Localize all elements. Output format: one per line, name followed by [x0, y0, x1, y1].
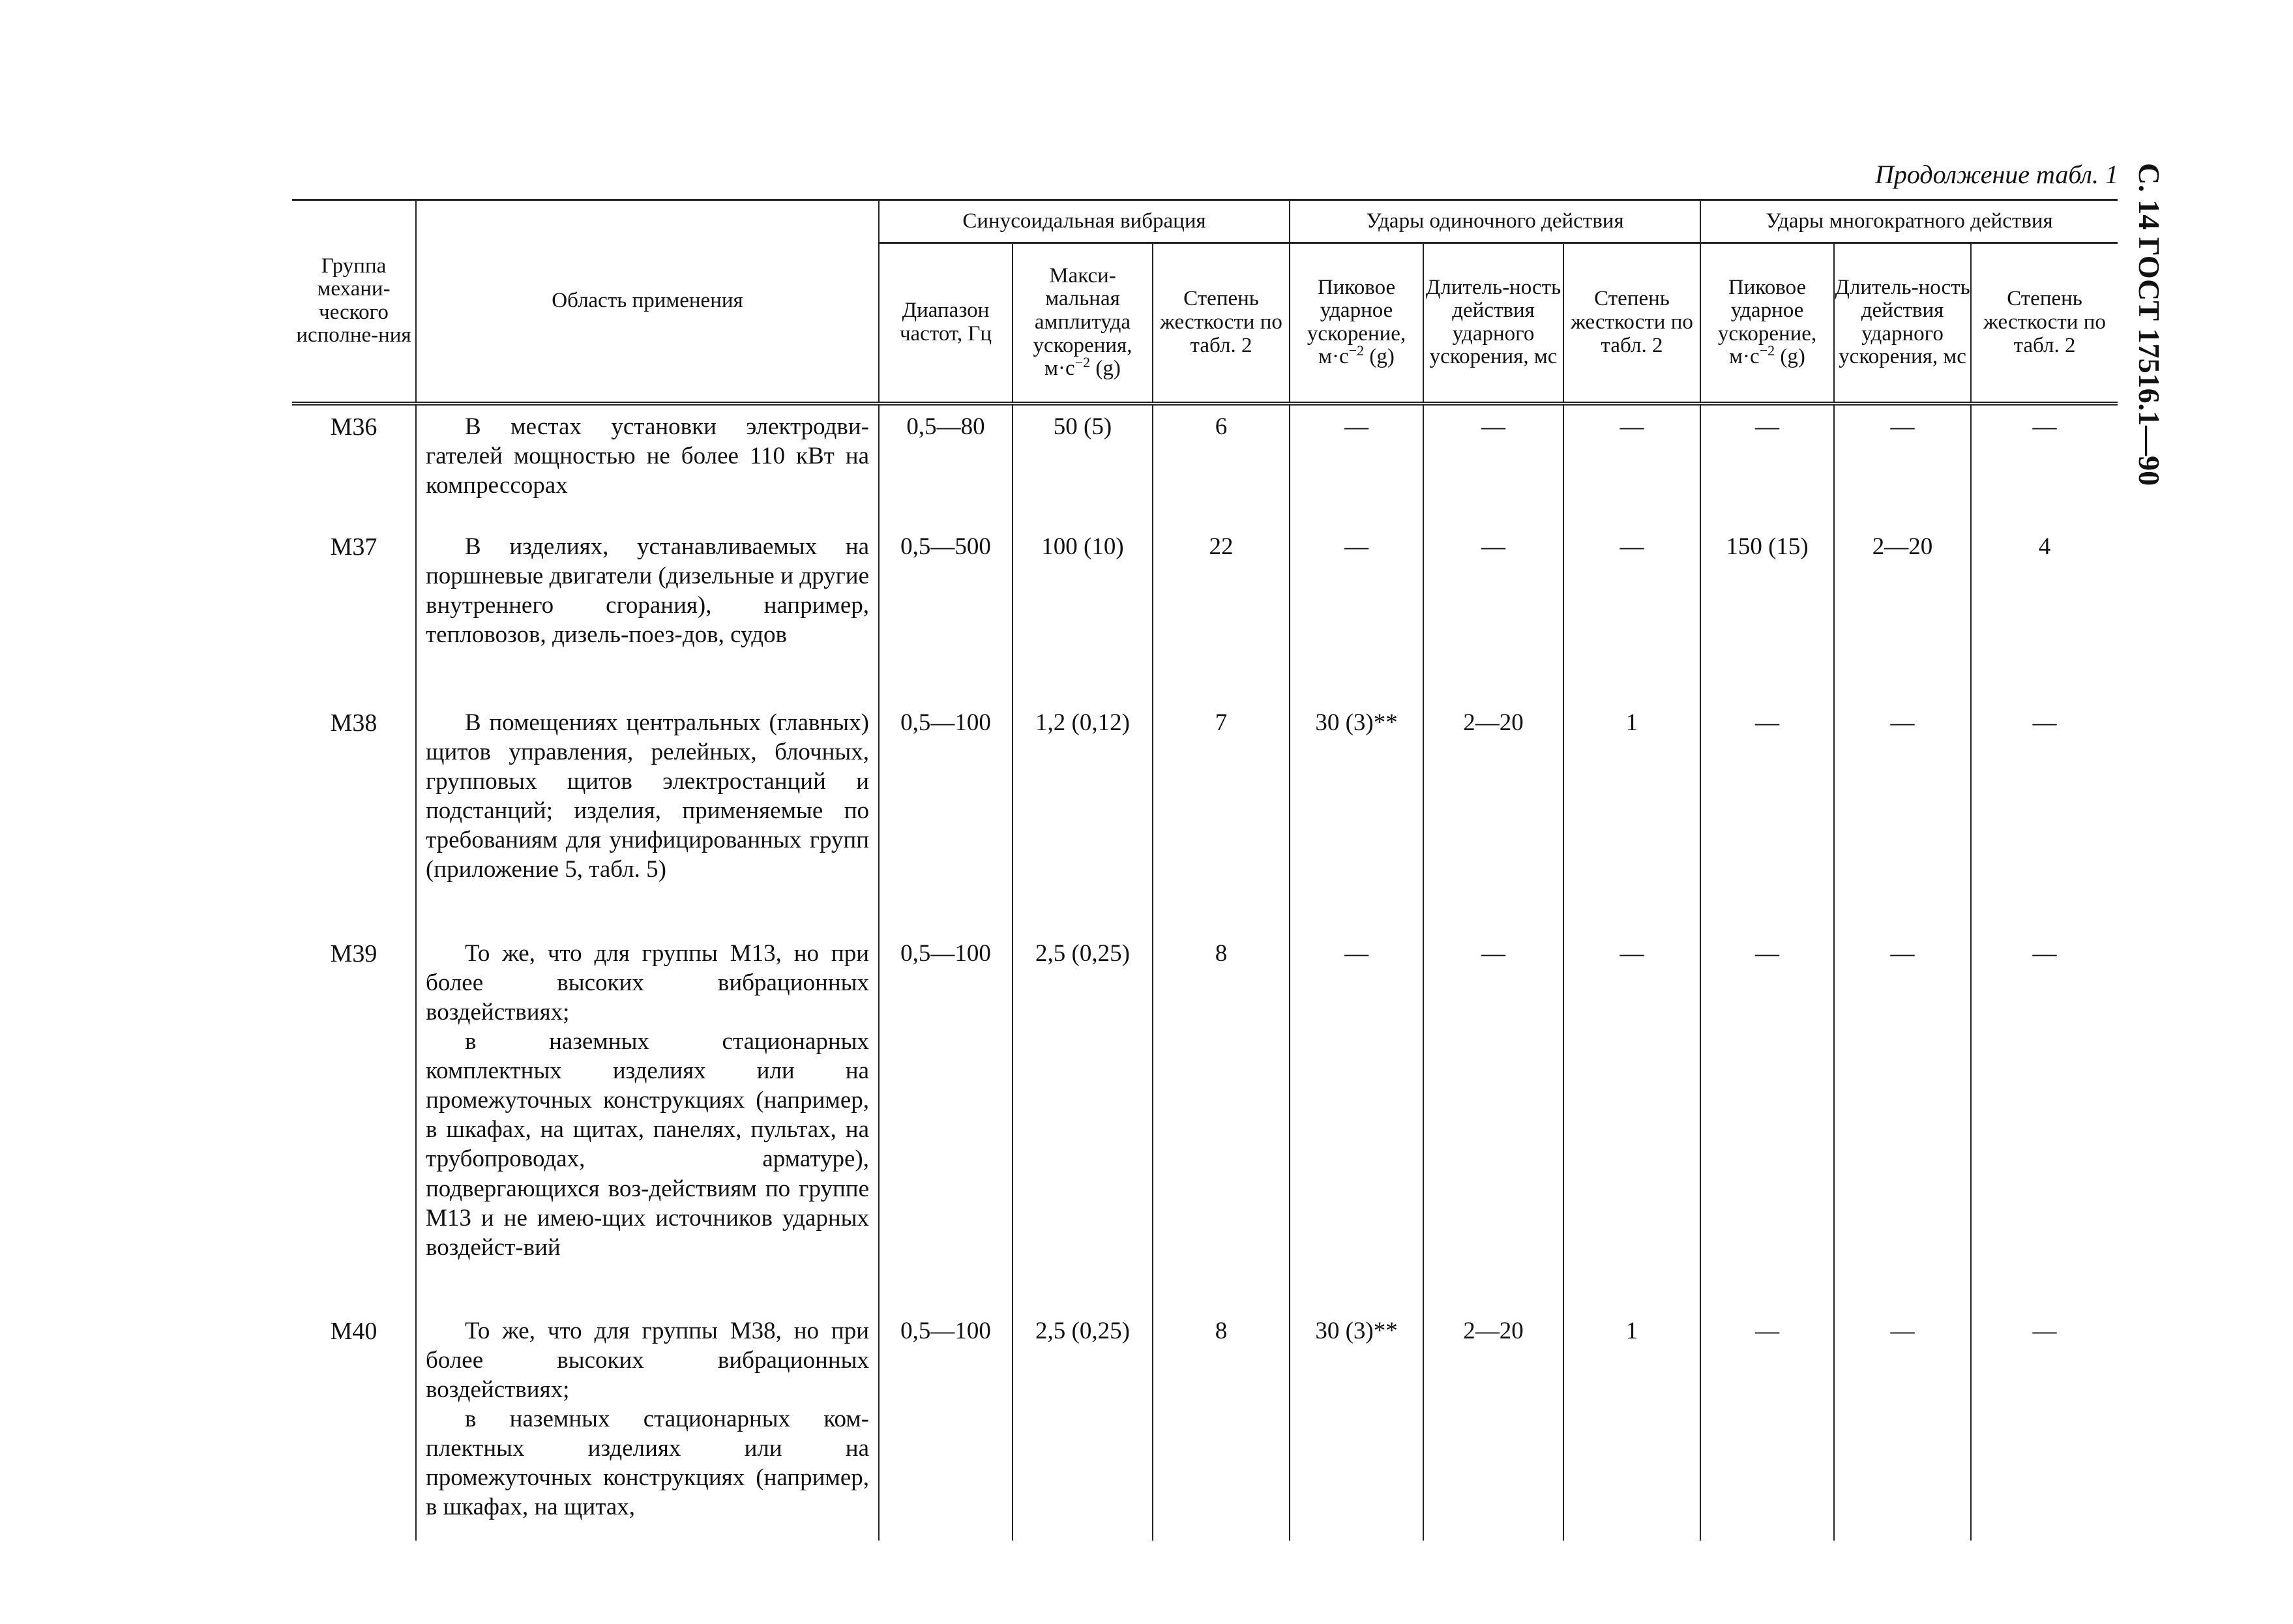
- gost-table: [292, 199, 2118, 1541]
- cell-multi-duration: 2—20: [1834, 525, 1971, 701]
- cell-multi-duration: —: [1834, 701, 1971, 932]
- cell-freq: 0,5—100: [879, 701, 1013, 932]
- cell-single-severity: 1: [1563, 701, 1700, 932]
- cell-multi-severity: —: [1971, 701, 2118, 932]
- header-sinusoidal-vibration: Синусоидальная вибрация: [879, 200, 1290, 243]
- cell-single-severity: 1: [1563, 1310, 1700, 1541]
- cell-severity: 8: [1153, 1310, 1290, 1541]
- cell-single-duration: 2—20: [1423, 701, 1563, 932]
- header-freq-range: Диапазон частот, Гц: [879, 243, 1013, 404]
- cell-group: М40: [292, 1310, 416, 1541]
- cell-freq: 0,5—100: [879, 1310, 1013, 1541]
- cell-single-peak: —: [1290, 404, 1423, 525]
- cell-multi-peak: —: [1700, 1310, 1834, 1541]
- cell-severity: 22: [1153, 525, 1290, 701]
- cell-multi-peak: —: [1700, 932, 1834, 1310]
- header-group: Группа механи-ческого исполне-ния: [292, 200, 416, 404]
- header-severity-multi: Степень жесткости по табл. 2: [1971, 243, 2118, 404]
- header-multiple-shock: Удары многократного действия: [1700, 200, 2118, 243]
- cell-single-peak: 30 (3)**: [1290, 701, 1423, 932]
- cell-severity: 8: [1153, 932, 1290, 1310]
- cell-single-duration: —: [1423, 404, 1563, 525]
- header-duration-single: Длитель-ность действия ударного ускорения, мс: [1423, 243, 1563, 404]
- table-row: [292, 404, 2118, 525]
- table-row: [292, 1310, 2118, 1541]
- cell-accel: 2,5 (0,25): [1013, 1310, 1153, 1541]
- cell-multi-severity: —: [1971, 932, 2118, 1310]
- cell-severity: 6: [1153, 404, 1290, 525]
- table-row: [292, 932, 2118, 1310]
- header-peak-accel-single: Пиковое ударное ускорение, $м\cdot с^{-2}$ (g): [1290, 243, 1423, 404]
- header-peak-accel-multi: Пиковое ударное ускорение, $м\cdot с^{-2}$ (g): [1700, 243, 1834, 404]
- cell-group: М36: [292, 404, 416, 525]
- cell-single-peak: —: [1290, 932, 1423, 1310]
- table-row: [292, 701, 2118, 932]
- header-duration-multi: Длитель-ность действия ударного ускорения, мс: [1834, 243, 1971, 404]
- cell-multi-peak: —: [1700, 404, 1834, 525]
- header-single-shock: Удары одиночного действия: [1290, 200, 1700, 243]
- cell-area: В помещениях центральных (главных) щитов управления, релейных, блочных, групповых щитов электростанций и подстанций; изделия, применяемые по требованиям для унифицированных групп (приложение 5, табл. 5): [416, 701, 879, 932]
- header-severity-sinus: Степень жесткости по табл. 2: [1153, 243, 1290, 404]
- cell-multi-severity: 4: [1971, 525, 2118, 701]
- header-severity-single: Степень жесткости по табл. 2: [1563, 243, 1700, 404]
- cell-group: М37: [292, 525, 416, 701]
- cell-single-peak: 30 (3)**: [1290, 1310, 1423, 1541]
- cell-area: То же, что для группы М13, но при более высоких вибрационных воздействиях; в наземных стационарных комплектных изделиях или на промежуточных конструкциях (например, в шкафах, на щитах, панелях, пультах, на трубопроводах, арматуре), подвергающихся воз-действиям по группе М13 и не имею-щих источников ударных воздейст-вий: [416, 932, 879, 1310]
- cell-freq: 0,5—100: [879, 932, 1013, 1310]
- cell-group: М38: [292, 701, 416, 932]
- header-area: Область применения: [416, 200, 879, 404]
- cell-severity: 7: [1153, 701, 1290, 932]
- cell-single-duration: —: [1423, 932, 1563, 1310]
- cell-multi-severity: —: [1971, 1310, 2118, 1541]
- cell-multi-peak: —: [1700, 701, 1834, 932]
- table-row: [292, 525, 2118, 701]
- cell-group: М39: [292, 932, 416, 1310]
- cell-freq: 0,5—500: [879, 525, 1013, 701]
- cell-area: То же, что для группы М38, но при более высоких вибрационных воздействиях; в наземных стационарных ком-плектных изделиях или на промежуточных конструкциях (например, в шкафах, на щитах,: [416, 1310, 879, 1541]
- header-max-accel: Макси-мальная амплитуда ускорения, $м\cdot с^{-2}$ (g): [1013, 243, 1153, 404]
- cell-multi-duration: —: [1834, 404, 1971, 525]
- cell-single-peak: —: [1290, 525, 1423, 701]
- cell-single-severity: —: [1563, 404, 1700, 525]
- cell-multi-duration: —: [1834, 1310, 1971, 1541]
- cell-single-duration: —: [1423, 525, 1563, 701]
- continuation-label: Продолжение табл. 1: [1874, 160, 2118, 189]
- cell-area: В местах установки электродви-гателей мощностью не более 110 кВт на компрессорах: [416, 404, 879, 525]
- table-container: [292, 199, 2118, 1521]
- cell-accel: 1,2 (0,12): [1013, 701, 1153, 932]
- cell-single-severity: —: [1563, 932, 1700, 1310]
- cell-accel: 2,5 (0,25): [1013, 932, 1153, 1310]
- document-side-title: С. 14 ГОСТ 17516.1—90: [2133, 163, 2166, 486]
- cell-area: В изделиях, устанавливаемых на поршневые двигатели (дизельные и другие внутреннего сгорания), например, тепловозов, дизель-поез-дов, судов: [416, 525, 879, 701]
- cell-multi-severity: —: [1971, 404, 2118, 525]
- cell-multi-peak: 150 (15): [1700, 525, 1834, 701]
- cell-accel: 50 (5): [1013, 404, 1153, 525]
- cell-freq: 0,5—80: [879, 404, 1013, 525]
- cell-accel: 100 (10): [1013, 525, 1153, 701]
- cell-single-severity: —: [1563, 525, 1700, 701]
- cell-single-duration: 2—20: [1423, 1310, 1563, 1541]
- cell-multi-duration: —: [1834, 932, 1971, 1310]
